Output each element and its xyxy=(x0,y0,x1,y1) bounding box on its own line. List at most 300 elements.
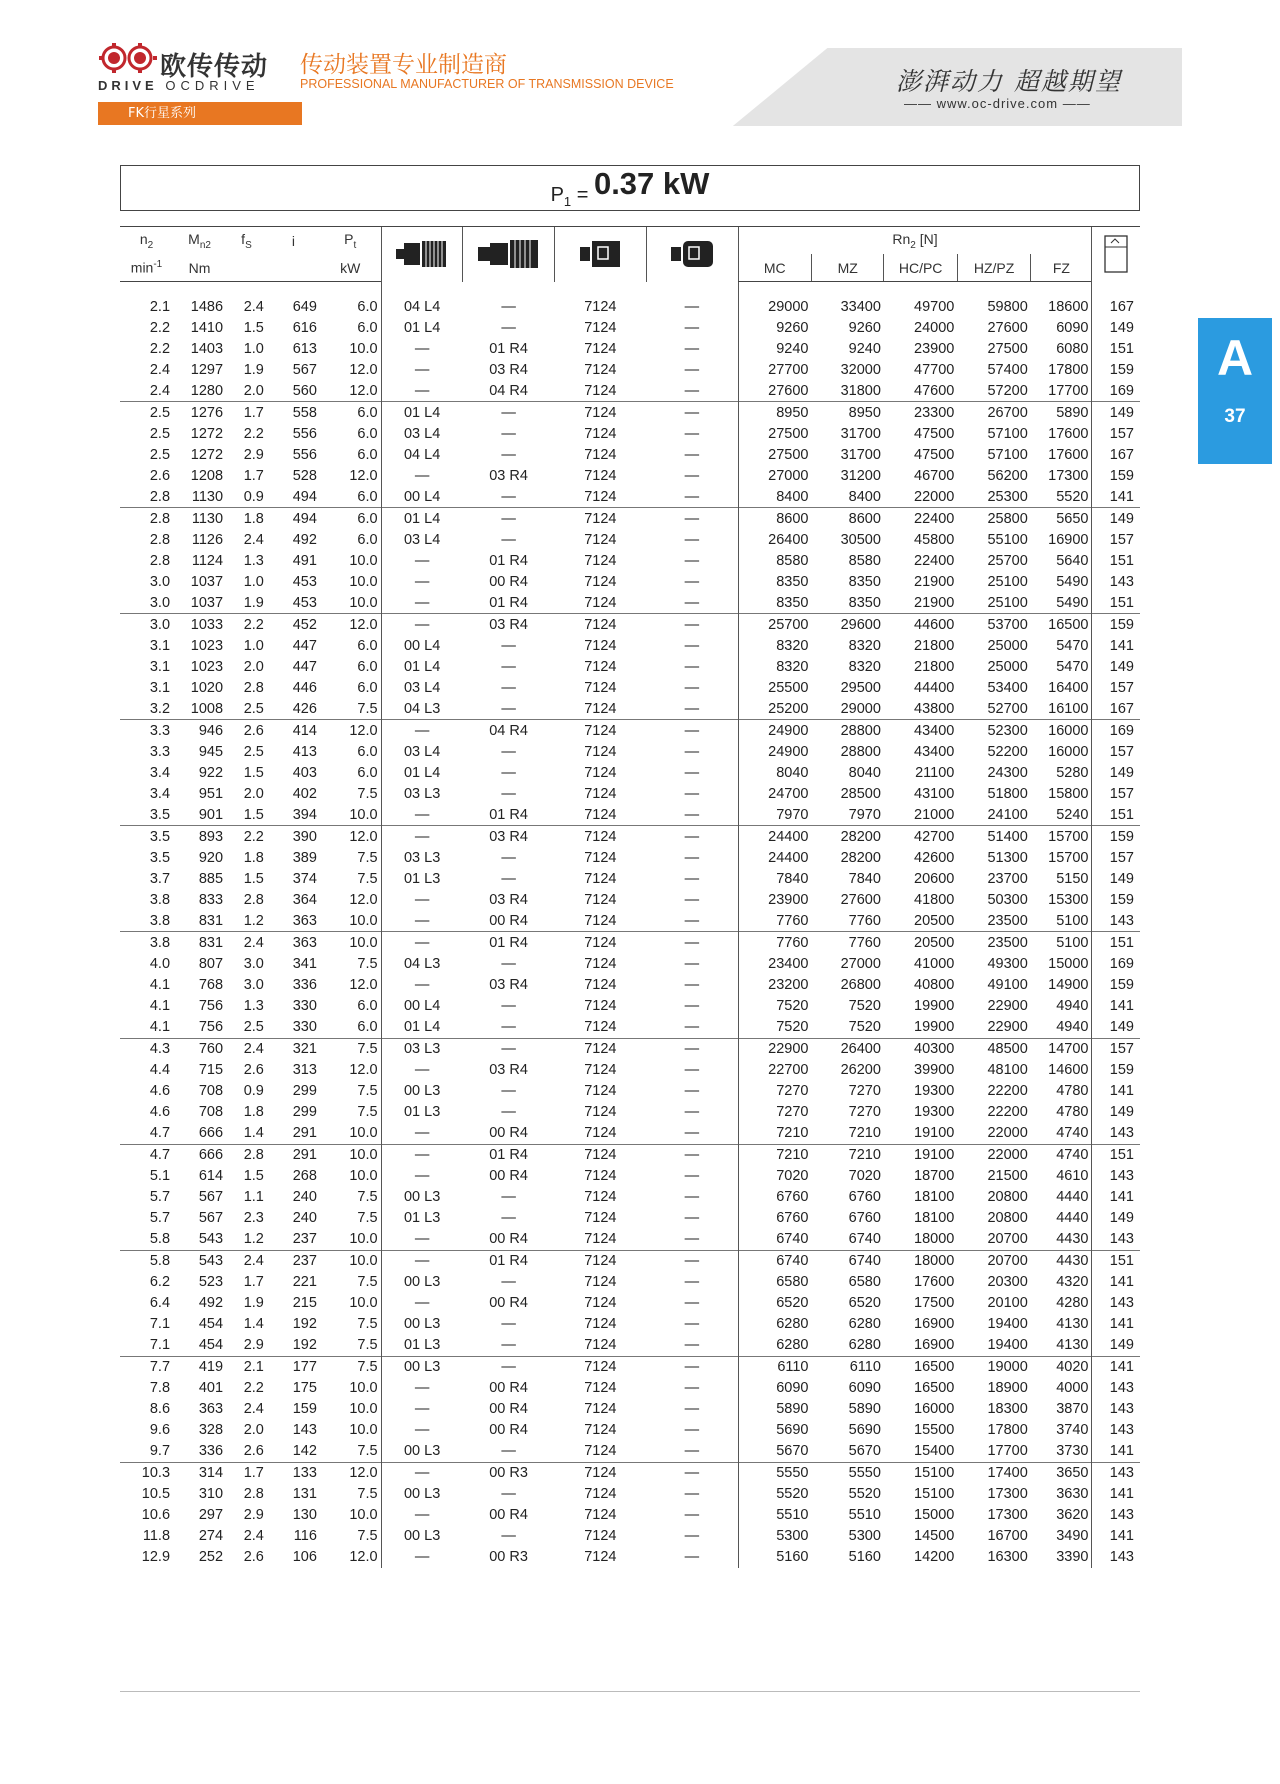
cell-n2: 5.7 xyxy=(149,1210,171,1227)
cell-page: 159 xyxy=(1092,359,1140,380)
cell-flange: 7124 xyxy=(554,614,646,636)
cell-pt: 7.5 xyxy=(357,955,378,972)
cell-mn2: 1410 xyxy=(190,319,224,336)
table-row xyxy=(120,1484,1140,1505)
cell-foot: — xyxy=(684,1210,700,1227)
cell-page: 149 xyxy=(1092,656,1140,677)
cell-foot: — xyxy=(646,402,738,424)
cell-flange: 7124 xyxy=(584,679,617,696)
cell-mz: 28500 xyxy=(840,785,881,802)
cell-fs: 1.3 xyxy=(243,998,264,1015)
cell-n2: 4.7 xyxy=(149,1125,171,1142)
cell-pt: 10.0 xyxy=(349,806,378,823)
cell-hcpc: 19100 xyxy=(884,1144,957,1166)
cell-fs: 1.8 xyxy=(243,1104,264,1121)
cell-fs: 1.9 xyxy=(243,361,264,378)
table-row xyxy=(120,1272,1140,1293)
cell-page: 167 xyxy=(1092,296,1140,317)
cell-page: 159 xyxy=(1092,975,1140,996)
cell-fs: 2.5 xyxy=(243,700,264,717)
cell-hcpc: 41000 xyxy=(914,955,955,972)
cell-l-variant: 03 L4 xyxy=(381,741,463,762)
cell-n2: 4.1 xyxy=(149,977,171,993)
cell-hzpz: 23500 xyxy=(957,932,1030,954)
cell-page: 151 xyxy=(1092,804,1140,826)
cell-fz: 4780 xyxy=(1056,1104,1089,1121)
cell-pt: 10.0 xyxy=(320,1144,381,1166)
cell-pt: 6.0 xyxy=(357,743,378,760)
cell-n2: 3.4 xyxy=(149,785,171,802)
cell-hcpc: 14200 xyxy=(914,1549,955,1566)
cell-i: 268 xyxy=(292,1168,317,1185)
cell-l-variant: 00 L3 xyxy=(381,1314,463,1335)
cell-pt: 6.0 xyxy=(357,637,378,654)
cell-hcpc: 21800 xyxy=(914,658,955,675)
cell-flange: 7124 xyxy=(584,467,617,484)
cell-mn2: 363 xyxy=(198,1401,224,1418)
cell-page: 167 xyxy=(1092,444,1140,465)
cell-foot: — xyxy=(646,614,738,636)
cell-mz: 5160 xyxy=(848,1549,881,1566)
cell-hzpz: 21500 xyxy=(987,1168,1028,1185)
cell-mz: 6740 xyxy=(848,1231,881,1248)
cell-foot: — xyxy=(684,658,700,675)
cell-mc: 27000 xyxy=(738,465,811,486)
table-row xyxy=(120,402,1140,424)
gear-logo-icon xyxy=(98,38,158,82)
cell-mn2: 1037 xyxy=(190,573,224,590)
cell-l-variant: 03 L3 xyxy=(381,783,463,804)
cell-l-variant: 01 L4 xyxy=(381,402,463,424)
cell-hzpz: 23500 xyxy=(987,912,1028,929)
cell-fz: 4940 xyxy=(1056,1019,1089,1036)
cell-l-variant: 00 L3 xyxy=(381,1272,463,1293)
cell-pt: 10.0 xyxy=(349,1295,378,1312)
cell-flange: 7124 xyxy=(554,508,646,530)
cell-mz: 8320 xyxy=(848,658,881,675)
cell-r-variant: 00 R4 xyxy=(489,1380,528,1397)
cell-mn2: 666 xyxy=(198,1125,224,1142)
cell-mz: 26800 xyxy=(840,977,881,993)
cell-page: 167 xyxy=(1092,698,1140,720)
cell-hcpc: 43400 xyxy=(914,743,955,760)
cell-pt: 10.0 xyxy=(349,594,378,611)
cell-hzpz: 51800 xyxy=(987,785,1028,802)
cell-hzpz: 49300 xyxy=(987,955,1028,972)
table-row xyxy=(120,571,1140,592)
table-row xyxy=(120,1250,1140,1272)
cell-n2: 2.2 xyxy=(149,319,171,336)
cell-flange: 7124 xyxy=(554,402,646,424)
cell-fz: 5490 xyxy=(1056,573,1089,590)
cell-hzpz: 25700 xyxy=(987,552,1028,569)
cell-page: 141 xyxy=(1092,1526,1140,1547)
cell-page: 143 xyxy=(1092,1505,1140,1526)
cell-flange: 7124 xyxy=(554,1144,646,1166)
cell-mz: 8400 xyxy=(848,488,881,505)
cell-mn2: 336 xyxy=(198,1443,224,1460)
cell-mn2: 314 xyxy=(173,1462,226,1484)
cell-flange: 7124 xyxy=(584,1316,617,1333)
cell-mc: 24900 xyxy=(738,720,811,742)
cell-foot: — xyxy=(684,977,700,993)
cell-pt: 12.0 xyxy=(349,467,378,484)
cell-hzpz: 48500 xyxy=(957,1038,1030,1060)
cell-mc: 5890 xyxy=(738,1399,811,1420)
table-row xyxy=(120,529,1140,550)
cell-fs: 2.6 xyxy=(226,720,267,742)
cell-l-variant: — xyxy=(381,1060,463,1081)
cell-mn2: 567 xyxy=(198,1210,224,1227)
cell-flange: 7124 xyxy=(554,932,646,954)
cell-page: 151 xyxy=(1092,1144,1140,1166)
cell-n2: 12.9 xyxy=(141,1549,171,1566)
cell-mn2: 708 xyxy=(198,1104,224,1121)
cell-hzpz: 57200 xyxy=(987,382,1028,399)
cell-foot: — xyxy=(684,1125,700,1142)
cell-page: 149 xyxy=(1092,762,1140,783)
cell-mc: 6740 xyxy=(738,1229,811,1251)
cell-pt: 10.0 xyxy=(349,1401,378,1418)
section-tab[interactable] xyxy=(1198,318,1272,464)
cell-page: 141 xyxy=(1092,1081,1140,1102)
power-label-eq: = xyxy=(571,184,594,206)
cell-mz: 8350 xyxy=(848,573,881,590)
table-row xyxy=(120,338,1140,359)
cell-mn2: 1020 xyxy=(190,679,224,696)
cell-r-variant: 00 R4 xyxy=(489,1401,528,1418)
cell-fs: 1.4 xyxy=(243,1125,264,1142)
cell-flange: 7124 xyxy=(584,594,617,611)
cell-n2: 3.4 xyxy=(149,764,171,781)
cell-l-variant: — xyxy=(381,1293,463,1314)
cell-hzpz: 55100 xyxy=(987,531,1028,548)
cell-l-variant: 03 L4 xyxy=(381,677,463,698)
cell-mz: 31700 xyxy=(840,425,881,442)
cell-mc: 8320 xyxy=(738,635,811,656)
table-row xyxy=(120,635,1140,656)
cell-foot: — xyxy=(684,1189,700,1206)
cell-flange: 7124 xyxy=(584,573,617,590)
cell-fz: 3870 xyxy=(1056,1401,1089,1418)
cell-page: 143 xyxy=(1092,1229,1140,1251)
cell-pt: 7.5 xyxy=(357,1528,378,1545)
cell-r-variant: 01 R4 xyxy=(489,806,528,823)
cell-i: 192 xyxy=(292,1337,317,1354)
cell-hzpz: 25000 xyxy=(987,658,1028,675)
table-row xyxy=(120,465,1140,486)
cell-l-variant: — xyxy=(381,826,463,848)
cell-n2: 4.6 xyxy=(149,1083,171,1100)
cell-mn2: 567 xyxy=(198,1189,224,1206)
cell-fs: 1.9 xyxy=(243,1295,264,1312)
cell-mn2: 401 xyxy=(198,1380,224,1397)
cell-foot: — xyxy=(684,1443,700,1460)
cell-foot: — xyxy=(684,1549,700,1566)
cell-pt: 10.0 xyxy=(349,1507,378,1524)
cell-l-variant: — xyxy=(381,804,463,826)
cell-mz: 32000 xyxy=(840,361,881,378)
cell-mc: 6280 xyxy=(738,1314,811,1335)
cell-flange: 7124 xyxy=(584,1168,617,1185)
cell-page: 141 xyxy=(1092,1356,1140,1378)
cell-mn2: 756 xyxy=(198,1019,224,1036)
cell-l-variant: 01 L3 xyxy=(381,1102,463,1123)
cell-foot: — xyxy=(684,637,700,654)
cell-fz: 14600 xyxy=(1048,1062,1089,1079)
cell-fz: 3650 xyxy=(1031,1462,1092,1484)
cell-fs: 2.4 xyxy=(243,1528,264,1545)
cell-fz: 6090 xyxy=(1056,319,1089,336)
cell-fz: 14700 xyxy=(1031,1038,1092,1060)
cell-l-variant: — xyxy=(381,465,463,486)
cell-fs: 1.8 xyxy=(243,849,264,866)
col-i-unit xyxy=(267,254,320,282)
cell-hcpc: 24000 xyxy=(914,319,955,336)
cell-flange: 7124 xyxy=(584,1231,617,1248)
cell-fs: 2.5 xyxy=(243,1019,264,1036)
cell-i: 106 xyxy=(292,1549,317,1566)
cell-i: 453 xyxy=(292,594,317,611)
cell-flange: 7124 xyxy=(584,891,617,908)
cell-fs: 1.5 xyxy=(243,806,264,823)
cell-mn2: 831 xyxy=(198,912,224,929)
cell-fz: 3630 xyxy=(1056,1486,1089,1503)
cell-n2: 3.5 xyxy=(120,826,173,848)
cell-mc: 8350 xyxy=(738,571,811,592)
cell-r-variant: — xyxy=(501,488,516,505)
cell-pt: 12.0 xyxy=(349,891,378,908)
cell-r-variant: 01 R4 xyxy=(489,552,528,569)
cell-page: 143 xyxy=(1092,571,1140,592)
cell-fz: 5150 xyxy=(1056,870,1089,887)
cell-hcpc: 20500 xyxy=(914,912,955,929)
cell-hcpc: 15000 xyxy=(914,1507,955,1524)
cell-flange: 7124 xyxy=(584,488,617,505)
cell-flange: 7124 xyxy=(584,425,617,442)
cell-mc: 7760 xyxy=(738,932,811,954)
table-row xyxy=(120,975,1140,996)
cell-fs: 2.0 xyxy=(243,382,264,399)
cell-hcpc: 21000 xyxy=(914,806,955,823)
cell-hzpz: 17300 xyxy=(987,1507,1028,1524)
table-row xyxy=(120,1293,1140,1314)
cell-r-variant: 00 R4 xyxy=(489,1295,528,1312)
cell-fz: 16500 xyxy=(1031,614,1092,636)
cell-i: 159 xyxy=(292,1401,317,1418)
cell-fz: 5470 xyxy=(1056,658,1089,675)
selection-table xyxy=(120,226,1140,1568)
cell-foot: — xyxy=(684,361,700,378)
cell-i: 142 xyxy=(292,1443,317,1460)
cell-mz: 29500 xyxy=(840,679,881,696)
table-row xyxy=(120,592,1140,614)
cell-fs: 2.4 xyxy=(243,531,264,548)
cell-pt: 7.5 xyxy=(357,849,378,866)
cell-mn2: 756 xyxy=(198,998,224,1015)
cell-hcpc: 19300 xyxy=(914,1104,955,1121)
cell-mc: 9260 xyxy=(738,317,811,338)
cell-r-variant: — xyxy=(463,1038,555,1060)
cell-foot: — xyxy=(684,425,700,442)
cell-foot: — xyxy=(684,764,700,781)
cell-fs: 2.6 xyxy=(243,1062,264,1079)
cell-fs: 2.8 xyxy=(243,1486,264,1503)
cell-n2: 3.1 xyxy=(149,637,171,654)
table-row xyxy=(120,486,1140,508)
cell-l-variant: 04 L3 xyxy=(381,953,463,974)
cell-pt: 6.0 xyxy=(320,402,381,424)
cell-flange: 7124 xyxy=(554,720,646,742)
table-row xyxy=(120,1547,1140,1568)
cell-hzpz: 22900 xyxy=(987,998,1028,1015)
table-row xyxy=(120,444,1140,465)
cell-r-variant: 01 R4 xyxy=(463,932,555,954)
cell-flange: 7124 xyxy=(584,1528,617,1545)
cell-fz: 15800 xyxy=(1048,785,1089,802)
cell-hcpc: 43800 xyxy=(914,700,955,717)
brand-name-en xyxy=(98,78,260,93)
cell-mn2: 1033 xyxy=(173,614,226,636)
cell-page: 159 xyxy=(1092,1060,1140,1081)
cell-flange: 7124 xyxy=(584,806,617,823)
cell-hzpz: 27500 xyxy=(987,340,1028,357)
cell-r-variant: — xyxy=(501,1337,516,1354)
cell-hcpc: 23900 xyxy=(914,340,955,357)
cell-n2: 3.1 xyxy=(149,658,171,675)
cell-i: 528 xyxy=(292,467,317,484)
cell-hzpz: 25000 xyxy=(987,637,1028,654)
cell-page: 141 xyxy=(1092,1272,1140,1293)
cell-n2: 2.8 xyxy=(149,531,171,548)
cell-i: 299 xyxy=(292,1083,317,1100)
cell-fs: 2.4 xyxy=(243,1401,264,1418)
cell-page: 143 xyxy=(1092,1420,1140,1441)
cell-fz: 15300 xyxy=(1048,891,1089,908)
website-url[interactable]: —— www.oc-drive.com —— xyxy=(904,96,1091,111)
cell-r-variant: 01 R4 xyxy=(489,340,528,357)
cell-mz: 6110 xyxy=(812,1356,884,1378)
cell-hzpz: 22000 xyxy=(987,1125,1028,1142)
cell-fz: 4020 xyxy=(1031,1356,1092,1378)
table-row xyxy=(120,508,1140,530)
cell-n2: 3.0 xyxy=(120,614,173,636)
cell-hzpz: 53400 xyxy=(987,679,1028,696)
cell-mc: 8350 xyxy=(738,592,811,614)
cell-mc: 7760 xyxy=(738,910,811,932)
cell-mc: 5690 xyxy=(738,1420,811,1441)
cell-mz: 7210 xyxy=(848,1125,881,1142)
cell-hzpz: 22200 xyxy=(987,1104,1028,1121)
cell-page: 149 xyxy=(1092,1102,1140,1123)
cell-mz: 9260 xyxy=(848,319,881,336)
cell-i: 177 xyxy=(267,1356,320,1378)
cell-fs: 2.2 xyxy=(226,614,267,636)
cell-l-variant: — xyxy=(381,1144,463,1166)
cell-foot: — xyxy=(646,1462,738,1484)
cell-mz: 5890 xyxy=(848,1401,881,1418)
cell-flange: 7124 xyxy=(584,1083,617,1100)
cell-mc: 6760 xyxy=(738,1208,811,1229)
cell-r-variant: 00 R4 xyxy=(489,573,528,590)
cell-hcpc: 23300 xyxy=(884,402,957,424)
cell-fs: 2.9 xyxy=(243,446,264,463)
cell-pt: 6.0 xyxy=(320,508,381,530)
cell-foot: — xyxy=(684,1019,700,1036)
cell-n2: 7.1 xyxy=(149,1316,171,1333)
cell-hcpc: 39900 xyxy=(914,1062,955,1079)
cell-foot: — xyxy=(684,891,700,908)
cell-mz: 7760 xyxy=(812,932,884,954)
cell-fz: 3740 xyxy=(1056,1422,1089,1439)
cell-i: 299 xyxy=(292,1104,317,1121)
cell-hcpc: 16000 xyxy=(914,1401,955,1418)
cell-mc: 7020 xyxy=(738,1166,811,1187)
cell-page: 151 xyxy=(1092,592,1140,614)
cell-i: 291 xyxy=(292,1125,317,1142)
cell-hzpz: 19400 xyxy=(987,1337,1028,1354)
cell-fz: 14900 xyxy=(1048,977,1089,993)
cell-hcpc: 16900 xyxy=(914,1316,955,1333)
cell-foot: — xyxy=(684,1295,700,1312)
cell-mn2: 614 xyxy=(198,1168,224,1185)
cell-mc: 8580 xyxy=(738,550,811,571)
table-row xyxy=(120,953,1140,974)
cell-mn2: 523 xyxy=(198,1274,224,1291)
cell-flange: 7124 xyxy=(584,531,617,548)
cell-mc: 5300 xyxy=(738,1526,811,1547)
cell-fs: 2.9 xyxy=(243,1507,264,1524)
cell-page: 149 xyxy=(1092,868,1140,889)
cell-pt: 7.5 xyxy=(320,1038,381,1060)
cell-pt: 12.0 xyxy=(349,382,378,399)
cell-fs: 2.3 xyxy=(243,1210,264,1227)
cell-l-variant: — xyxy=(381,359,463,380)
cell-foot: — xyxy=(684,849,700,866)
cell-foot: — xyxy=(684,870,700,887)
cell-fz: 17600 xyxy=(1048,446,1089,463)
cell-n2: 7.8 xyxy=(149,1380,171,1397)
cell-mz: 6580 xyxy=(848,1274,881,1291)
cell-flange: 7124 xyxy=(584,1295,617,1312)
cell-page: 149 xyxy=(1092,1017,1140,1039)
cell-hcpc: 42600 xyxy=(914,849,955,866)
cell-hzpz: 19000 xyxy=(957,1356,1030,1378)
cell-fs: 2.0 xyxy=(243,658,264,675)
cell-hcpc: 15400 xyxy=(914,1443,955,1460)
cell-fs: 2.4 xyxy=(226,932,267,954)
cell-l-variant: 04 L3 xyxy=(381,698,463,720)
foot-mount-icon xyxy=(646,227,738,282)
cell-page: 143 xyxy=(1092,1293,1140,1314)
cell-l-variant: — xyxy=(381,910,463,932)
cell-mn2: 328 xyxy=(198,1422,224,1439)
cell-pt: 10.0 xyxy=(349,1231,378,1248)
cell-foot: — xyxy=(684,1168,700,1185)
cell-page: 151 xyxy=(1092,932,1140,954)
cell-hcpc: 21900 xyxy=(914,573,955,590)
cell-r-variant: 00 R3 xyxy=(463,1462,555,1484)
cell-fs: 0.9 xyxy=(243,488,264,505)
table-row xyxy=(120,1187,1140,1208)
table-row xyxy=(120,847,1140,868)
cell-i: 494 xyxy=(292,488,317,505)
cell-n2: 2.5 xyxy=(120,402,173,424)
cell-hcpc: 49700 xyxy=(914,298,955,315)
cell-hzpz: 22900 xyxy=(987,1019,1028,1036)
cell-l-variant: 01 L3 xyxy=(381,868,463,889)
cell-mz: 5300 xyxy=(848,1528,881,1545)
